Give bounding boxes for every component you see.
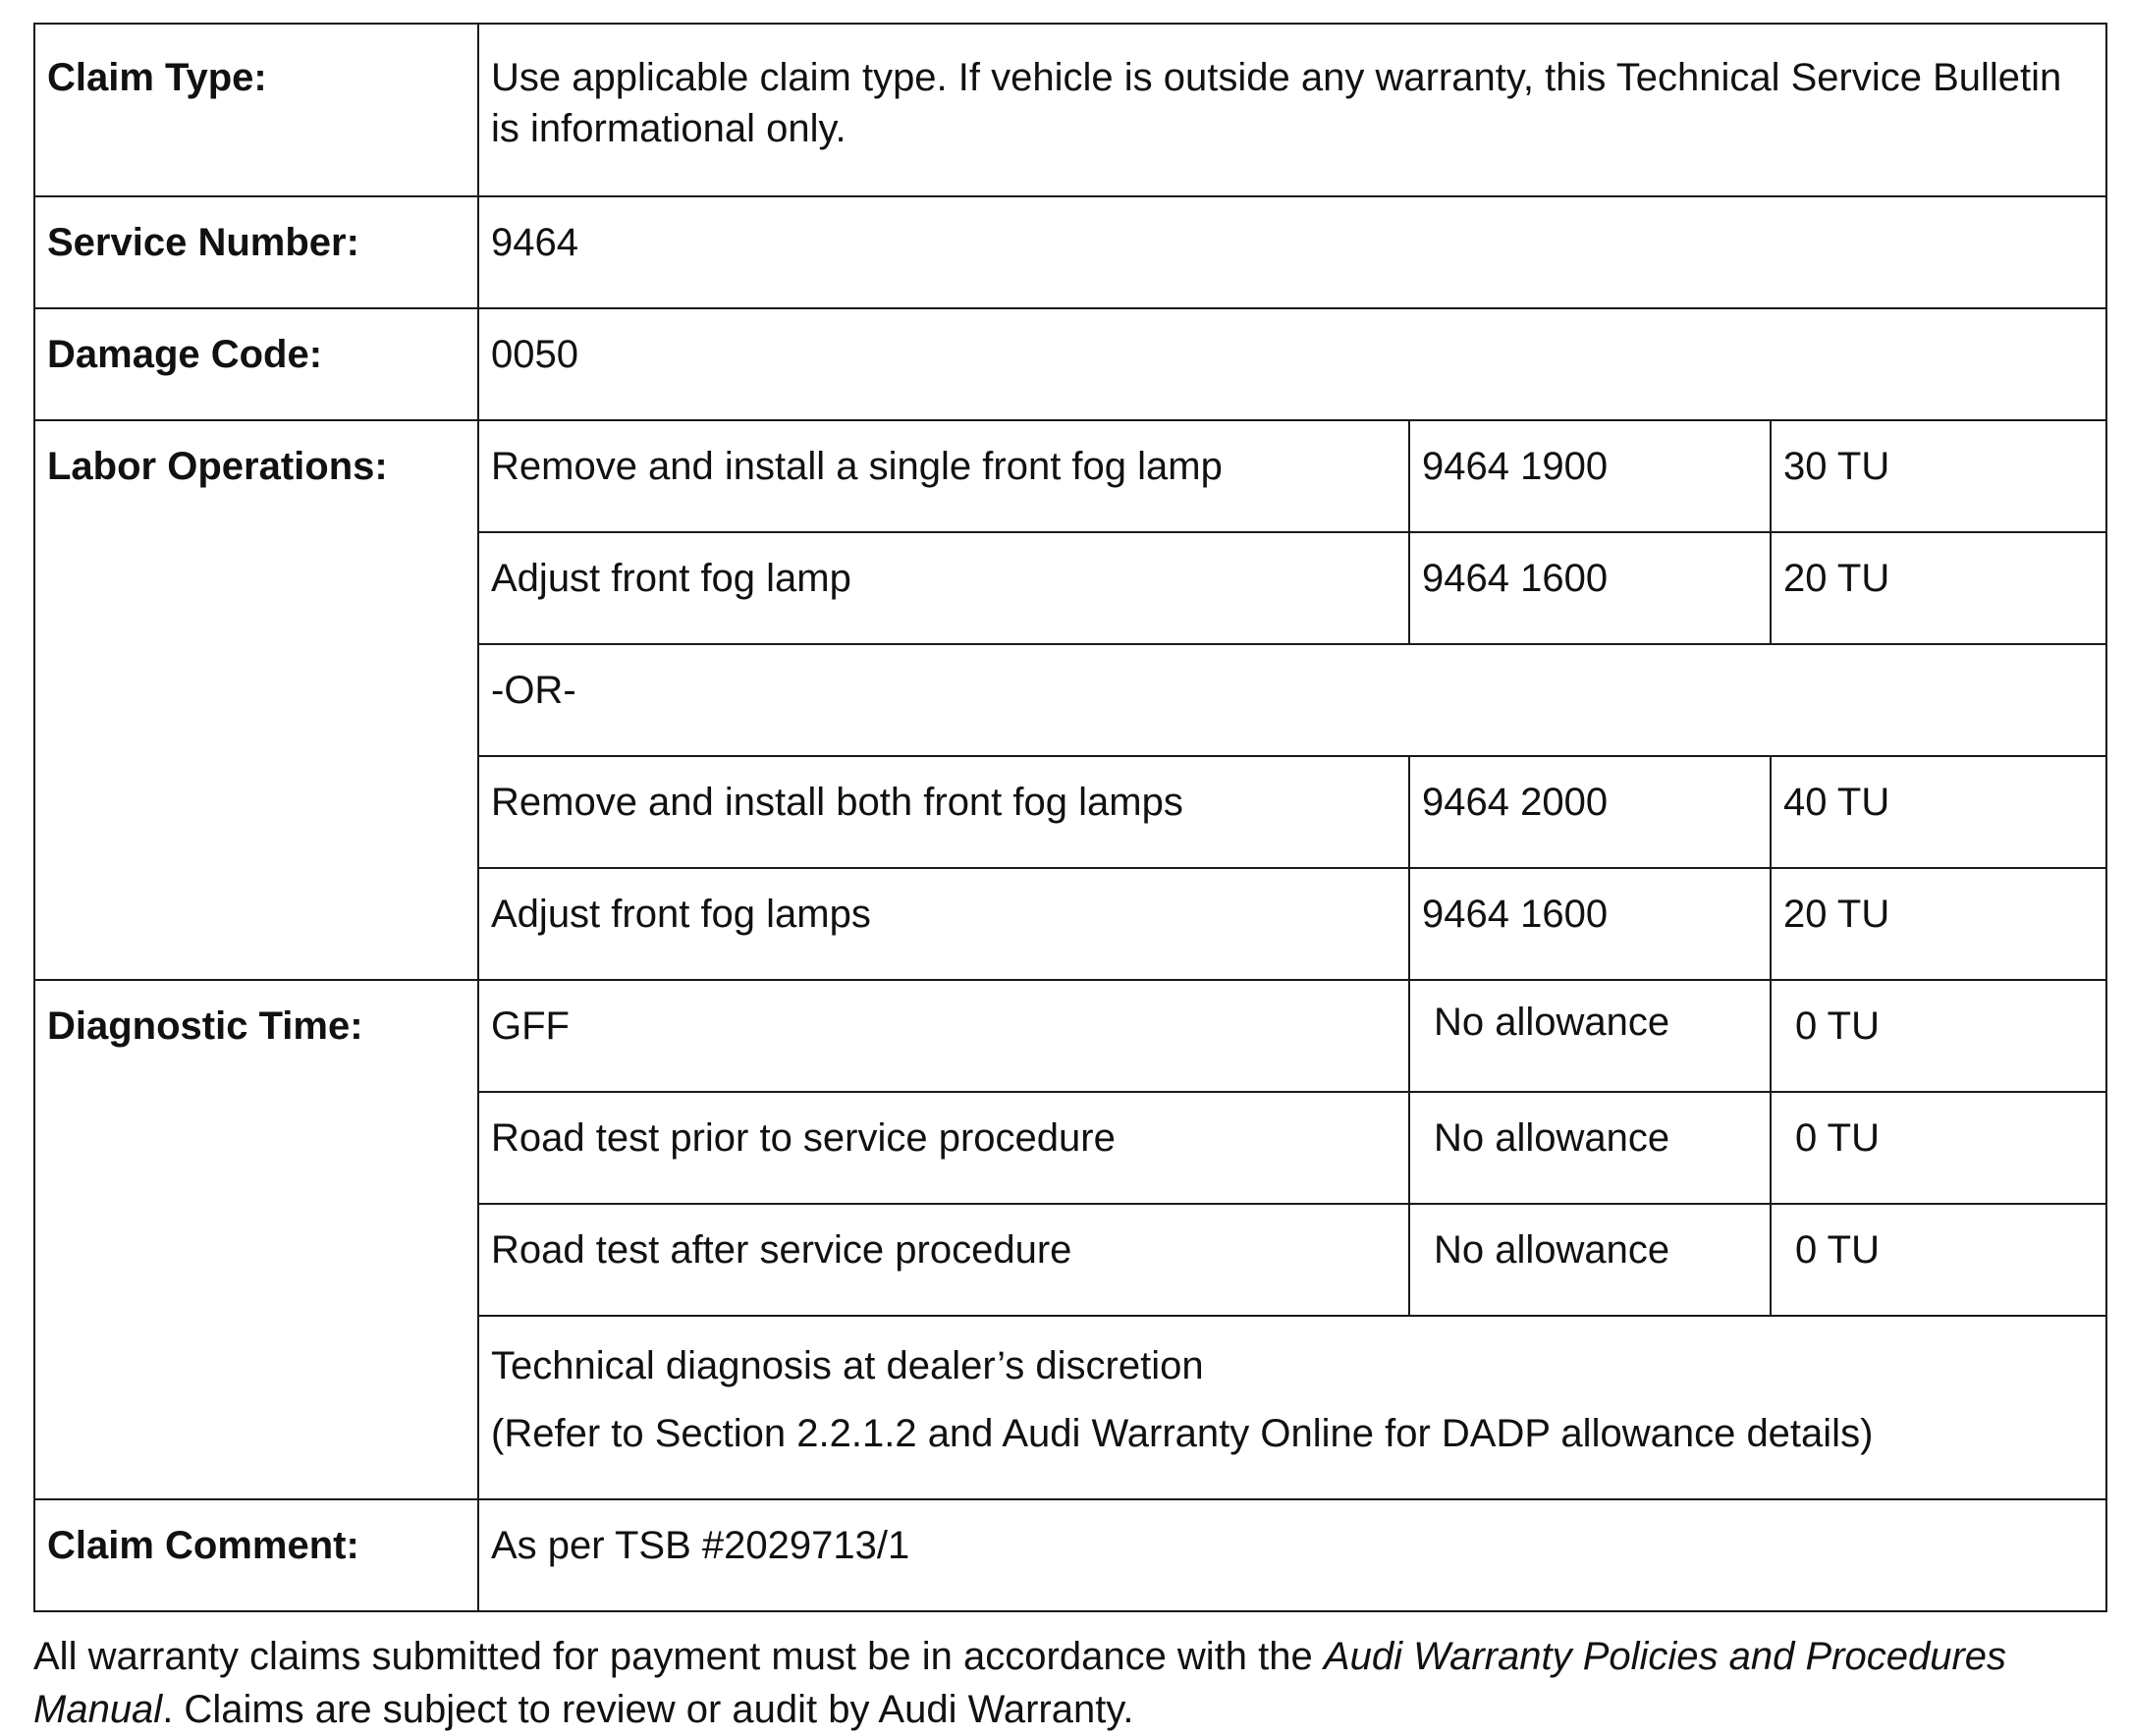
labor-op-code: 9464 1600: [1409, 868, 1771, 980]
policies-manual-title: Audi Warranty Policies and Procedures Manual: [33, 1635, 2007, 1731]
labor-op-description: Adjust front fog lamps: [478, 868, 1409, 980]
technical-diagnosis-text: Technical diagnosis at dealer’s discretion: [491, 1344, 1204, 1387]
labor-op-code: 9464 1600: [1409, 532, 1771, 644]
damage-code-label: Damage Code:: [34, 308, 478, 420]
diagnostic-time-label: Diagnostic Time:: [34, 980, 478, 1499]
claim-comment-value: As per TSB #2029713/1: [478, 1499, 2106, 1611]
diagnostic-allowance: No allowance: [1409, 1204, 1771, 1316]
diagnostic-time: 0 TU: [1771, 1204, 2106, 1316]
labor-op-time: 20 TU: [1771, 532, 2106, 644]
technical-diagnosis-cell: [478, 1316, 2106, 1499]
or-separator: -OR-: [478, 644, 2106, 756]
claim-type-row: [34, 24, 2106, 196]
labor-op-description: Remove and install both front fog lamps: [478, 756, 1409, 868]
damage-code-value: 0050: [478, 308, 2106, 420]
dadp-reference-text: (Refer to Section 2.2.1.2 and Audi Warranty Online for DADP allowance details): [491, 1412, 1874, 1455]
labor-op-row: [34, 420, 2106, 532]
diagnostic-allowance: No allowance: [1409, 1092, 1771, 1204]
labor-operations-label: Labor Operations:: [34, 420, 478, 980]
diagnostic-allowance: No allowance: [1409, 980, 1771, 1092]
service-number-row: [34, 196, 2106, 308]
labor-op-code: 9464 1900: [1409, 420, 1771, 532]
claim-table: [33, 23, 2107, 1612]
footnote-text-before: All warranty claims submitted for payment must be in accordance with the: [33, 1635, 1324, 1678]
service-number-value: 9464: [478, 196, 2106, 308]
claim-type-label: Claim Type:: [34, 24, 478, 196]
diagnostic-time: 0 TU: [1771, 980, 2106, 1092]
labor-op-code: 9464 2000: [1409, 756, 1771, 868]
labor-op-time: 30 TU: [1771, 420, 2106, 532]
diagnostic-description: Road test after service procedure: [478, 1204, 1409, 1316]
warranty-footnote: [33, 1630, 2105, 1736]
claim-type-value: Use applicable claim type. If vehicle is outside any warranty, this Technical Service Bulletin is informational only.: [478, 24, 2106, 196]
footnote-text-after: . Claims are subject to review or audit by Audi Warranty.: [162, 1688, 1134, 1731]
diagnostic-time: 0 TU: [1771, 1092, 2106, 1204]
labor-op-description: Remove and install a single front fog lamp: [478, 420, 1409, 532]
warranty-claim-document: [33, 23, 2105, 1736]
damage-code-row: [34, 308, 2106, 420]
service-number-label: Service Number:: [34, 196, 478, 308]
diagnostic-description: Road test prior to service procedure: [478, 1092, 1409, 1204]
labor-op-time: 40 TU: [1771, 756, 2106, 868]
labor-op-description: Adjust front fog lamp: [478, 532, 1409, 644]
claim-comment-label: Claim Comment:: [34, 1499, 478, 1611]
claim-comment-row: [34, 1499, 2106, 1611]
labor-op-time: 20 TU: [1771, 868, 2106, 980]
diagnostic-description: GFF: [478, 980, 1409, 1092]
diagnostic-row: [34, 980, 2106, 1092]
